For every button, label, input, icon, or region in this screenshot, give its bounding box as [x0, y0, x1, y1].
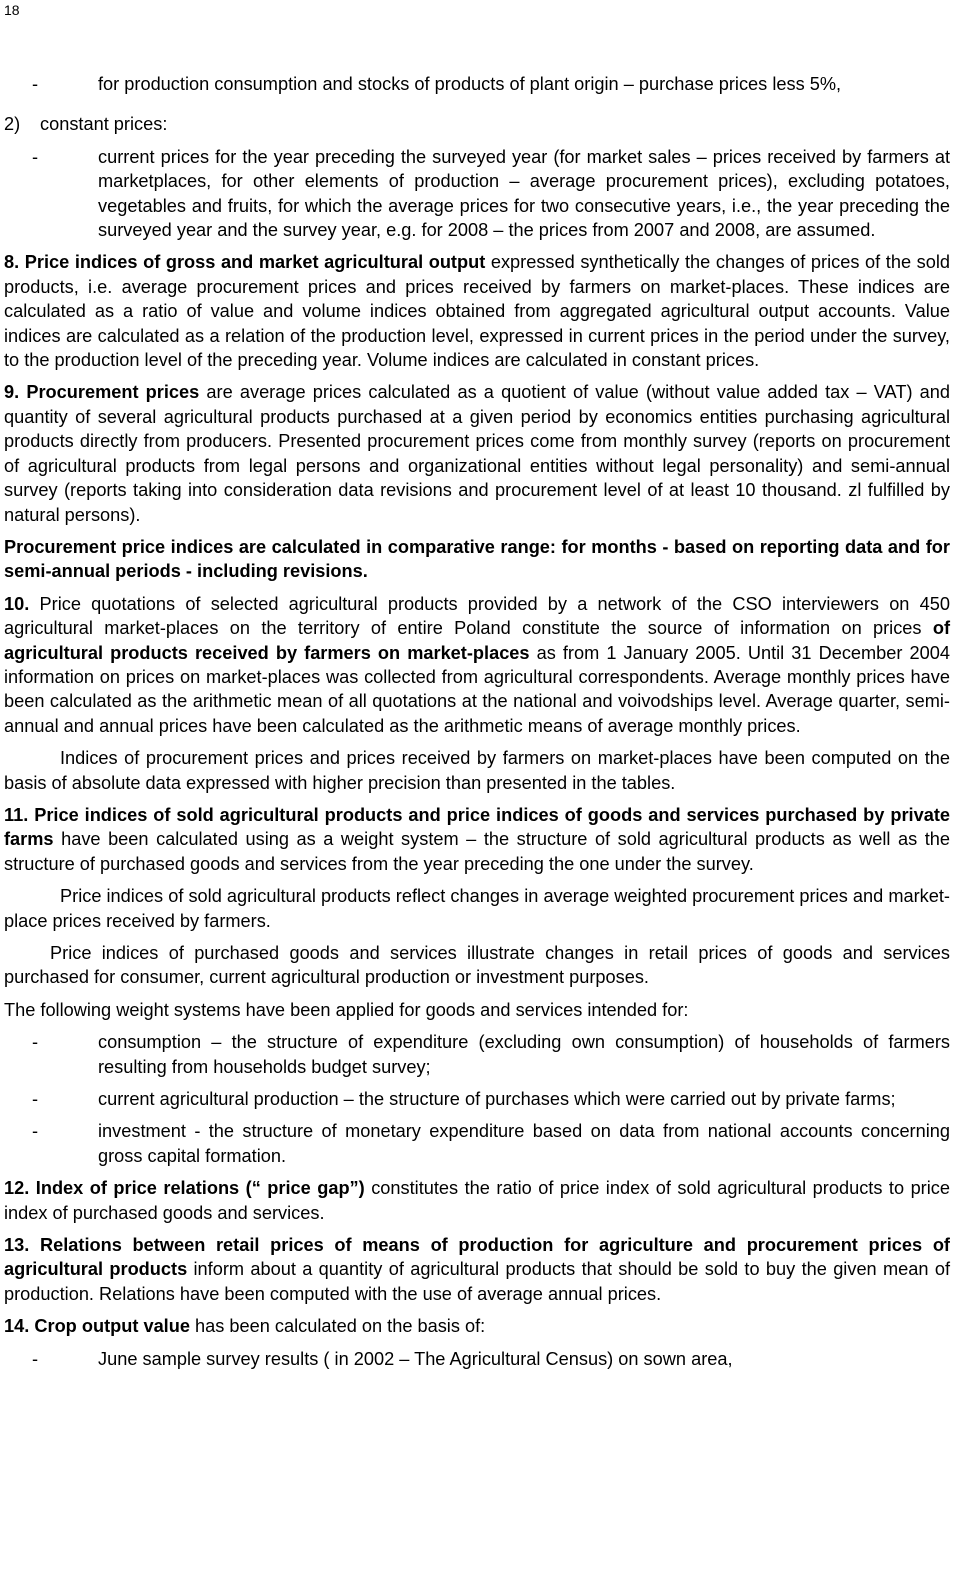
- section-term: Price indices of gross and market agricultural output: [24, 252, 486, 273]
- list-item: [4, 72, 950, 96]
- list-dash: -: [32, 1089, 39, 1110]
- list-item-text: consumption – the structure of expenditure (excluding own consumption) of households of farmers resulting from households budget survey;: [98, 1032, 950, 1077]
- item-label: constant prices:: [40, 114, 168, 135]
- section-text-cont: as from 1 January 2005. Until 31 December 2004 information on prices on market-places was collected from agricultural correspondents. Average monthly prices have been calculated as the arithmetic mean of all quotations at the national and voivodships level. Average quarter, semi-annual and annual prices have been calculated as the arithmetic means of average monthly prices.: [4, 642, 950, 736]
- list-dash: -: [32, 1348, 39, 1369]
- item-number: 2): [4, 114, 21, 135]
- list-item: [4, 1030, 950, 1079]
- list-item: [4, 1119, 950, 1168]
- numbered-item: [4, 112, 950, 136]
- list-item-text: current prices for the year preceding the surveyed year (for market sales – prices received by farmers at marketplaces, for other elements of production – average procurement prices), excluding potatoes, vegetables and fruits, for which the average prices for two consecutive years, i.e., the year preceding the surveyed year and the survey year, e.g. for 2008 – the prices from 2007 and 2008, are assumed.: [98, 146, 950, 241]
- section-term: Procurement prices: [26, 382, 200, 403]
- section-number: 10.: [4, 593, 30, 614]
- section-term: of agricultural products received by farmers on market-places: [4, 618, 950, 663]
- section-11-paragraph-4: The following weight systems have been applied for goods and services intended for:: [4, 999, 689, 1020]
- list-item-text: current agricultural production – the structure of purchases which were carried out by private farms;: [98, 1089, 896, 1110]
- list-dash: -: [32, 1121, 39, 1142]
- section-8: [4, 250, 950, 372]
- section-number: 11.: [4, 804, 29, 825]
- section-text: have been calculated using as a weight system – the structure of sold agricultural products as well as the structure of purchased goods and services from the year preceding the one under the survey.: [4, 829, 950, 874]
- section-term: Crop output value: [34, 1316, 190, 1337]
- section-11: [4, 803, 950, 876]
- list-dash: -: [32, 74, 39, 94]
- section-11-paragraph-2: Price indices of sold agricultural products reflect changes in average weighted procurement prices and market-place prices received by farmers.: [4, 886, 950, 931]
- list-dash: -: [32, 1032, 39, 1053]
- section-number: 12.: [4, 1178, 30, 1199]
- section-number: 9.: [4, 382, 20, 403]
- list-item: [4, 145, 950, 243]
- section-text: are average prices calculated as a quotient of value (without value added tax – VAT) and quantity of several agricultural products purchased at a given period by economics entities purchasing agricultural products directly from producers. Presented procurement prices come from monthly survey (reports on procurement of agricultural products from legal persons and organizational entities without legal personality) and semi-annual survey (reports taking into consideration data revisions and procurement level of at least 10 thousand. zl fulfilled by natural persons).: [4, 382, 951, 525]
- section-10: [4, 592, 950, 738]
- bold-paragraph: Procurement price indices are calculated in comparative range: for months - based on reporting data and for semi-annual periods - including revisions.: [4, 536, 950, 582]
- list-item-text: investment - the structure of monetary expenditure based on data from national accounts concerning gross capital formation.: [98, 1121, 950, 1166]
- list-item: [4, 1347, 950, 1371]
- section-9: [4, 380, 950, 526]
- section-term: Price indices of sold agricultural products and price indices of goods and services purchased by private farms: [4, 804, 950, 850]
- section-number: 8.: [4, 252, 20, 273]
- list-item-text: June sample survey results ( in 2002 – The Agricultural Census) on sown area,: [98, 1348, 733, 1369]
- section-13: [4, 1233, 950, 1306]
- section-term: Index of price relations (“ price gap”): [35, 1178, 365, 1199]
- section-text: inform about a quantity of agricultural products that should be sold to buy the given mean of production. Relations have been computed with the use of average annual prices.: [4, 1259, 950, 1304]
- list-dash: -: [32, 146, 39, 167]
- section-number: 13.: [4, 1235, 30, 1256]
- section-14: [4, 1314, 950, 1338]
- section-text: expressed synthetically the changes of prices of the sold products, i.e. average procurement prices and prices received by farmers on market-places. These indices are calculated as a ratio of value and volume indices obtained from aggregated agricultural output accounts. Value indices are calculated as a relation of the production level, expressed in current prices in the period under the survey, to the production level of the preceding year. Volume indices are calculated in constant prices.: [4, 252, 951, 371]
- page-number: 18: [4, 2, 20, 18]
- list-item: [4, 1087, 950, 1111]
- section-number: 14.: [4, 1316, 30, 1337]
- section-9-bold-paragraph: [4, 535, 950, 584]
- section-text: Price quotations of selected agricultural products provided by a network of the CSO interviewers on 450 agricultural market-places on the territory of entire Poland constitute the source of information on prices: [4, 593, 950, 639]
- document-body: [4, 72, 950, 1371]
- section-11-paragraph-3: Price indices of purchased goods and services illustrate changes in retail prices of goods and services purchased for consumer, current agricultural production or investment purposes.: [4, 943, 950, 988]
- section-term: Relations between retail prices of means of production for agriculture and procurement prices of agricultural products: [4, 1235, 950, 1280]
- section-text: has been calculated on the basis of:: [189, 1316, 486, 1337]
- list-item-text: for production consumption and stocks of products of plant origin – purchase prices less 5%,: [98, 74, 842, 94]
- section-text: constitutes the ratio of price index of sold agricultural products to price index of purchased goods and services.: [4, 1178, 950, 1223]
- section-12: [4, 1176, 950, 1225]
- section-10-paragraph-2: Indices of procurement prices and prices received by farmers on market-places have been computed on the basis of absolute data expressed with higher precision than presented in the tables.: [4, 748, 950, 793]
